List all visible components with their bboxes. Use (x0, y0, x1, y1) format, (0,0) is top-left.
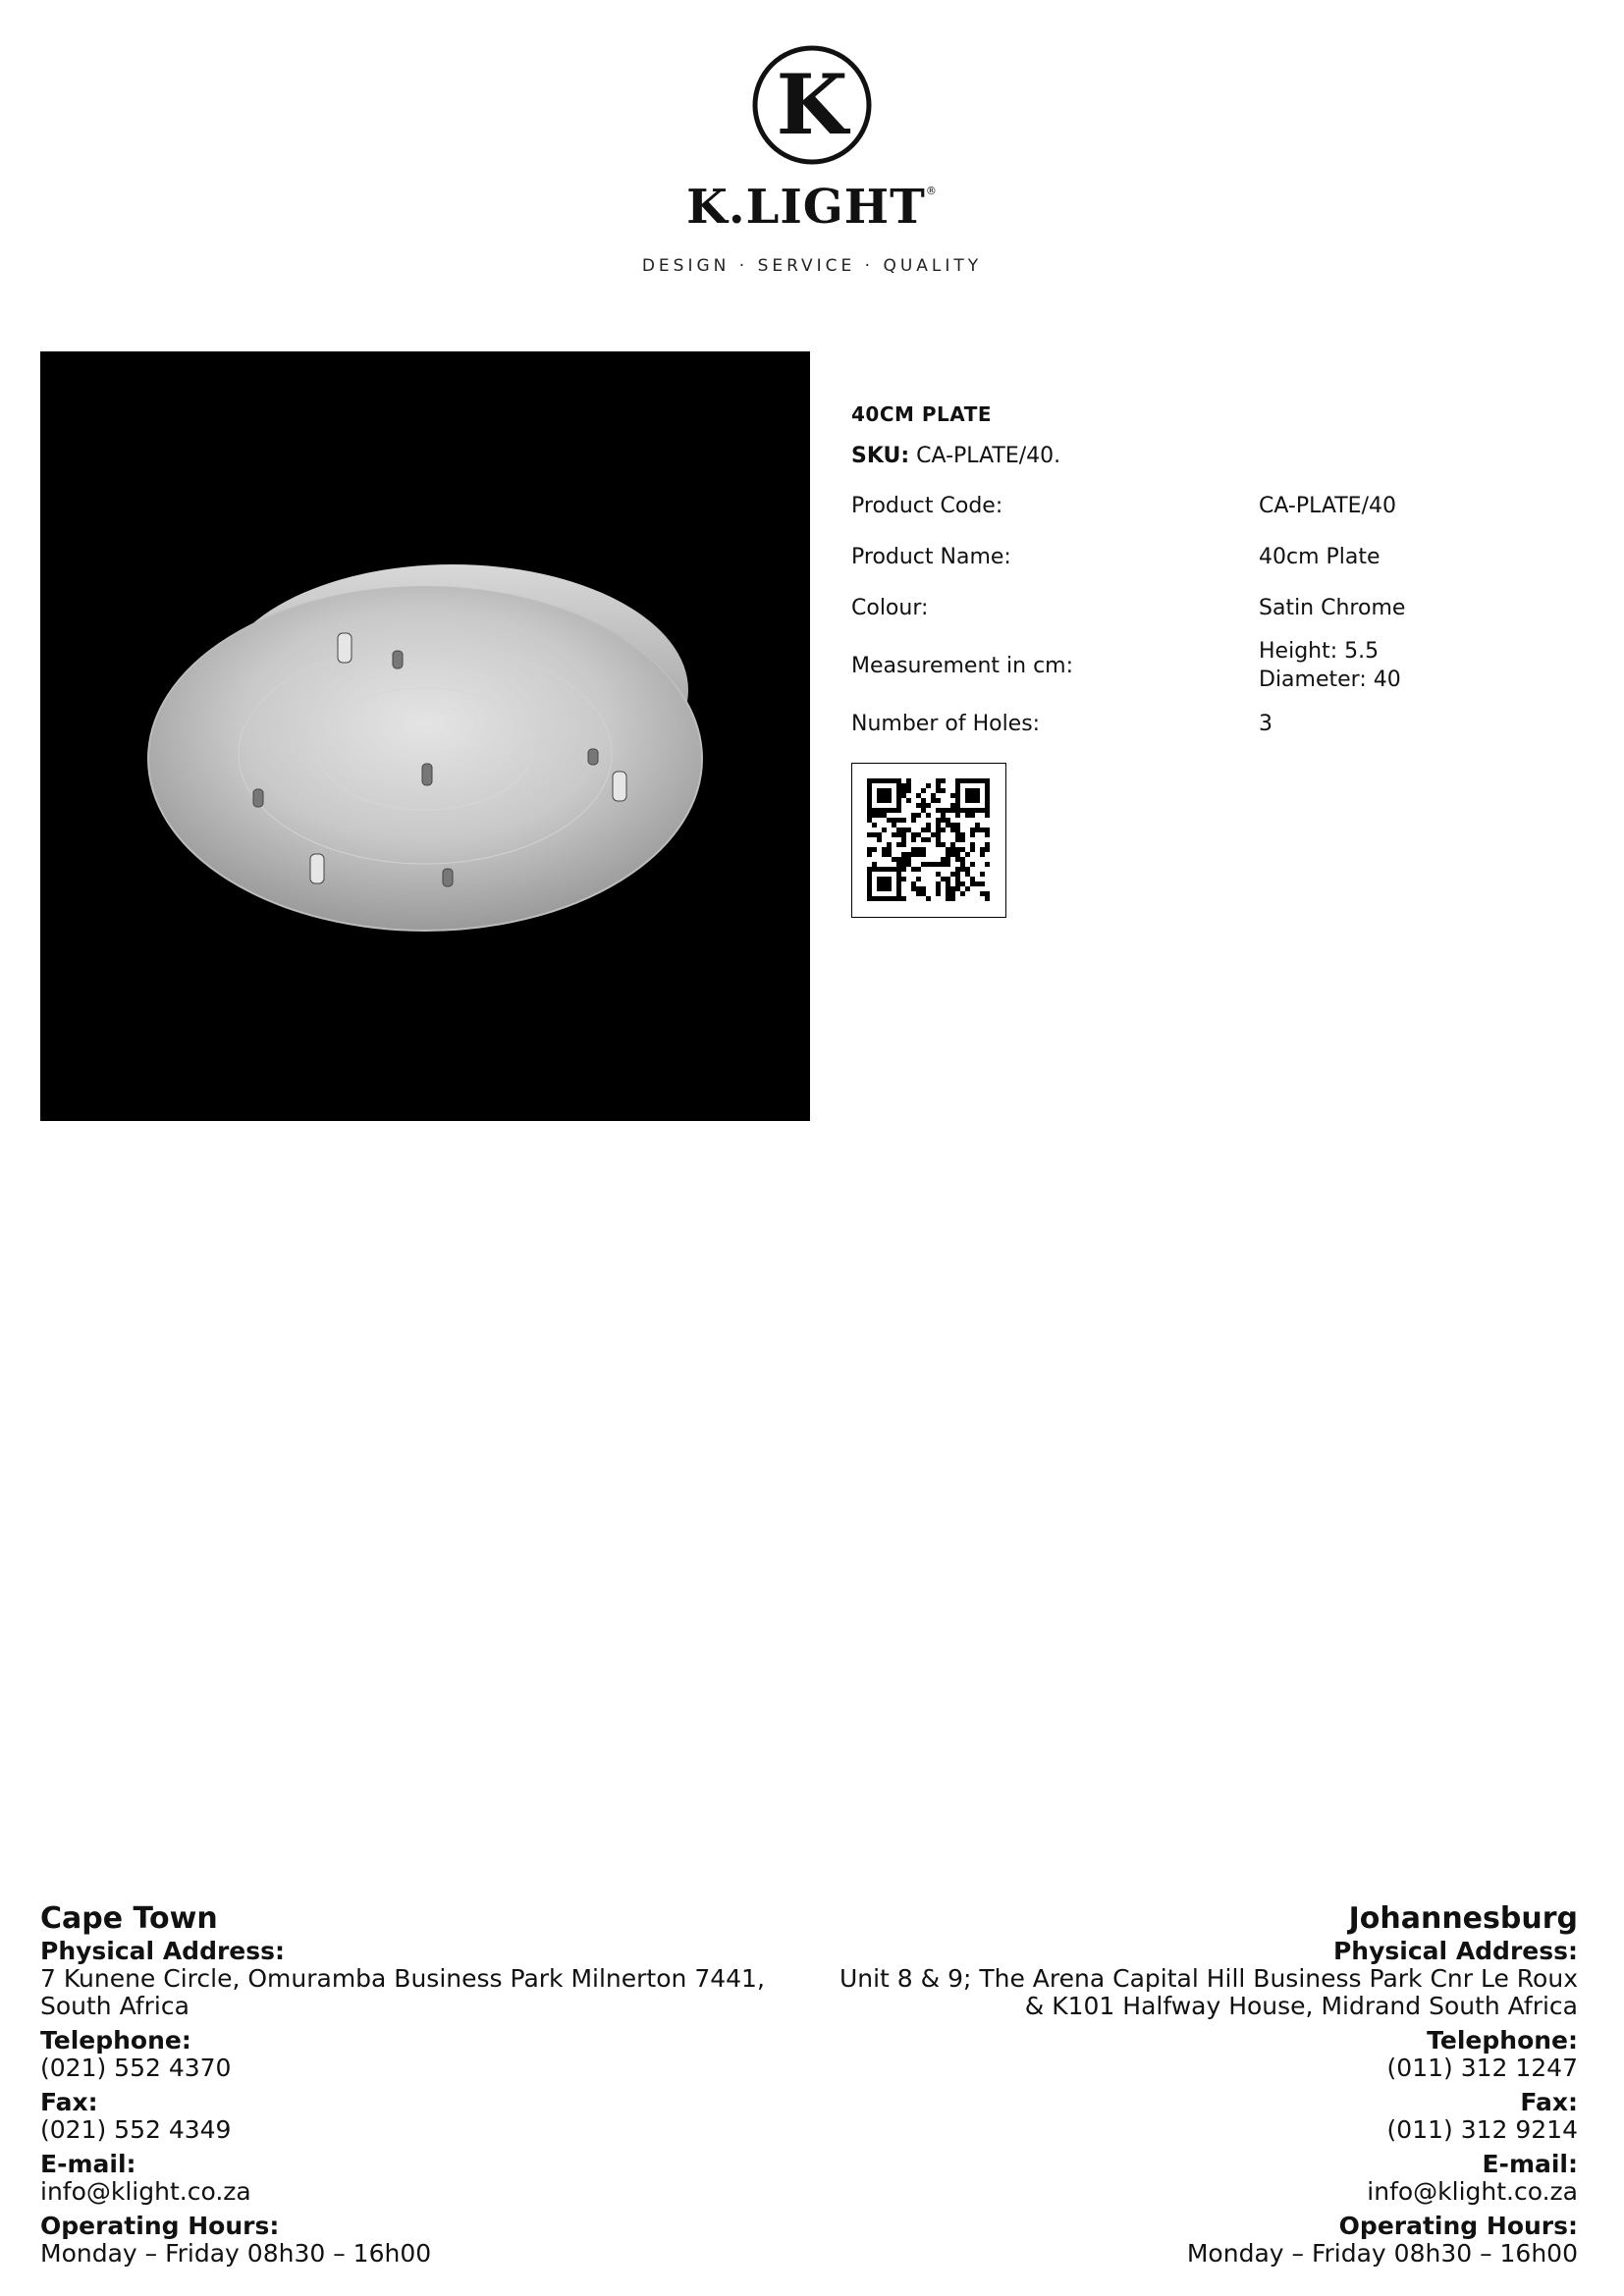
telephone-label: Telephone: (40, 2026, 191, 2055)
email-label: E-mail: (1482, 2150, 1578, 2178)
sku-label: SKU: (851, 444, 910, 468)
hours-label: Operating Hours: (1338, 2212, 1578, 2240)
spec-row-product-name (851, 531, 1597, 582)
spec-label: Product Name: (851, 544, 1011, 569)
ceiling-plate-illustration (40, 351, 810, 1121)
spec-label: Product Code: (851, 493, 1003, 518)
spec-table (851, 480, 1597, 749)
qr-code[interactable] (851, 763, 1006, 918)
spec-row-colour (851, 582, 1597, 633)
office-city: Cape Town (40, 1901, 218, 1936)
brand-tagline: DESIGN · SERVICE · QUALITY (641, 256, 983, 276)
diameter-value: Diameter: 40 (1259, 667, 1401, 692)
hours-value: Monday – Friday 08h30 – 16h00 (1186, 2239, 1578, 2268)
spec-row-product-code (851, 480, 1597, 531)
product-title: 40CM PLATE (851, 402, 993, 426)
qr-code-icon (852, 764, 1004, 916)
office-johannesburg (792, 1902, 1578, 2268)
spec-label: Colour: (851, 595, 929, 620)
registered-mark: ® (925, 185, 938, 197)
address-line: & K101 Halfway House, Midrand South Africa (1024, 1992, 1578, 2020)
email-link[interactable]: info@klight.co.za (40, 2177, 251, 2206)
sku-value: CA-PLATE/40. (916, 444, 1061, 468)
email-label: E-mail: (40, 2150, 136, 2178)
telephone-value[interactable]: (011) 312 1247 (1386, 2054, 1578, 2082)
product-image (40, 351, 810, 1121)
address-line: South Africa (40, 1992, 189, 2020)
telephone-value[interactable]: (021) 552 4370 (40, 2054, 232, 2082)
email-link[interactable]: info@klight.co.za (1367, 2177, 1578, 2206)
spec-row-holes (851, 698, 1597, 749)
spec-value: 40cm Plate (1259, 544, 1380, 569)
spec-label: Number of Holes: (851, 711, 1041, 736)
sku-line (851, 444, 1597, 468)
k-circle-logo-icon (751, 44, 873, 166)
office-city: Johannesburg (1348, 1901, 1578, 1936)
address-line: 7 Kunene Circle, Omuramba Business Park Milnerton 7441, (40, 1964, 765, 1993)
spec-value: 3 (1259, 711, 1272, 736)
brand-logo (0, 44, 1624, 276)
spec-row-measurement (851, 633, 1597, 698)
fax-value: (011) 312 9214 (1386, 2115, 1578, 2144)
spec-value: CA-PLATE/40 (1259, 493, 1396, 518)
spec-label: Measurement in cm: (851, 653, 1074, 678)
fax-value: (021) 552 4349 (40, 2115, 232, 2144)
spec-value (1259, 633, 1597, 698)
logo-letter: K (776, 56, 848, 153)
fax-label: Fax: (40, 2088, 98, 2116)
hours-label: Operating Hours: (40, 2212, 280, 2240)
hours-value: Monday – Friday 08h30 – 16h00 (40, 2239, 432, 2268)
brand-name: K.LIGHT® (686, 180, 938, 235)
address-label: Physical Address: (40, 1937, 286, 1965)
product-specs (851, 402, 1597, 918)
address-label: Physical Address: (1332, 1937, 1578, 1965)
office-cape-town (40, 1902, 826, 2268)
telephone-label: Telephone: (1427, 2026, 1578, 2055)
fax-label: Fax: (1520, 2088, 1578, 2116)
spec-value: Satin Chrome (1259, 595, 1406, 620)
address-line: Unit 8 & 9; The Arena Capital Hill Business Park Cnr Le Roux (839, 1964, 1578, 1993)
height-value: Height: 5.5 (1259, 639, 1380, 664)
